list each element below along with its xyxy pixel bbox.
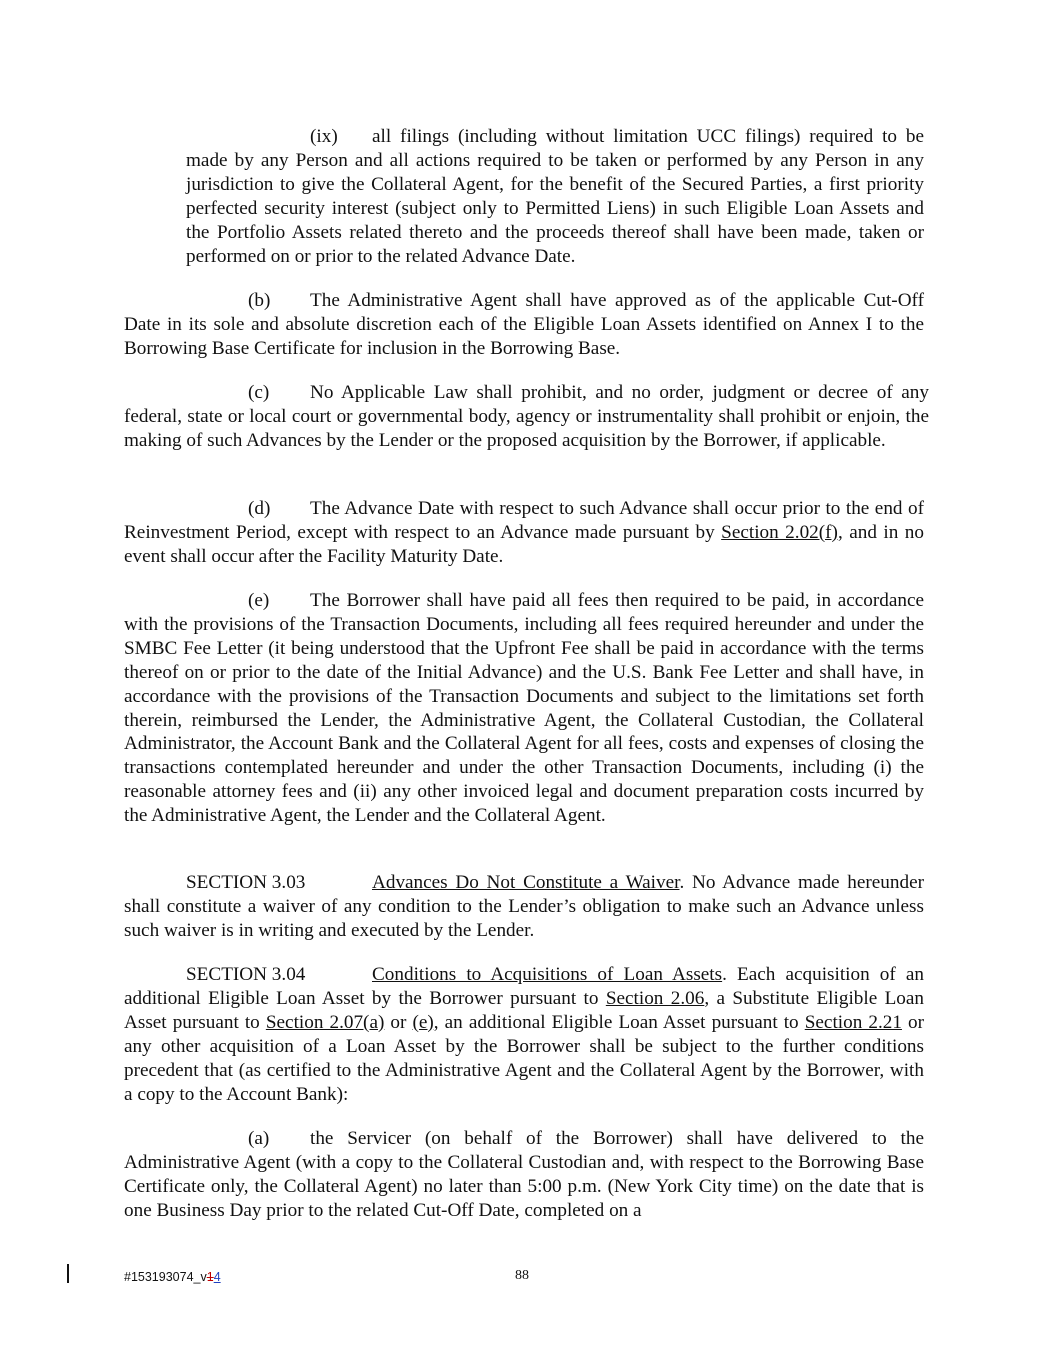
- section-3-03-text: . No Advance made hereunder shall constitute a waiver of any condition to the Lender’s obligation to make such an Advance unless such waiver is in writing and executed by the Lender.: [124, 872, 924, 941]
- section-2-06-reference: Section 2.06: [605, 987, 705, 1009]
- clause-c: [124, 381, 929, 453]
- clause-d-text-after: , and in no event shall occur after the Facility Maturity Date.: [124, 521, 924, 567]
- clause-d-text-before: The Advance Date with respect to such Advance shall occur prior to the end of Reinvestment Period, except with respect to an Advance made pursuant by: [124, 498, 924, 543]
- section-2-07e-reference: (e): [412, 1011, 434, 1033]
- section-2-21-reference: Section 2.21: [804, 1011, 902, 1033]
- section-3-04-text-5: or any other acquisition of a Loan Asset by the Borrower shall be subject to the further conditions precedent that (as certified to the Administrative Agent and the Collateral Agent by the Borrower, with a copy to the Account Bank):: [124, 1011, 924, 1105]
- section-3-04-text-1: . Each acquisition of an additional Eligible Loan Asset by the Borrower pursuant to: [124, 964, 924, 1009]
- deleted-version-number: 1: [206, 1270, 214, 1284]
- section-3-03-number: SECTION 3.03: [186, 872, 306, 893]
- clause-e: [124, 589, 924, 828]
- section-3-04-heading: Conditions to Acquisitions of Loan Assets: [372, 964, 723, 985]
- section-3-03-heading: Advances Do Not Constitute a Waiver: [372, 872, 680, 893]
- clause-b-label: (b): [248, 290, 271, 311]
- section-3-04-text-3: or: [384, 1011, 413, 1033]
- clause-e-label: (e): [248, 590, 270, 611]
- clause-d-label: (d): [248, 498, 271, 519]
- footer-document-id: [124, 1266, 221, 1290]
- page-number: 88: [515, 1268, 529, 1283]
- clause-c-text: No Applicable Law shall prohibit, and no order, judgment or decree of any federal, state or local court or governmental body, agency or instrumentality shall prohibit or enjoin, the making of such Advances by the Lender or the proposed acquisition by the Borrower, if applicable.: [124, 382, 929, 451]
- section-3-04-number: SECTION 3.04: [186, 964, 306, 985]
- clause-ix-label: (ix): [310, 126, 338, 147]
- section-3-04-text-4: , an additional Eligible Loan Asset pursuant to: [433, 1011, 805, 1033]
- clause-a-text: the Servicer (on behalf of the Borrower) shall have delivered to the Administrative Agent (with a copy to the Collateral Custodian and, with respect to the Borrowing Base Certificate only, the Collateral Agent) no later than 5:00 p.m. (New York City time) on the date that is one Business Day prior to the related Cut-Off Date, completed on a: [124, 1128, 924, 1221]
- revision-change-bar: [67, 1264, 69, 1283]
- clause-a: [124, 1127, 924, 1223]
- document-id-prefix: #153193074_v: [124, 1270, 207, 1284]
- inserted-version-number: 4: [213, 1270, 221, 1284]
- clause-b-text: The Administrative Agent shall have approved as of the applicable Cut-Off Date in its sole and absolute discretion each of the Eligible Loan Assets identified on Annex I to the Borrowing Base Certificate for inclusion in the Borrowing Base.: [124, 290, 924, 359]
- section-2-07a-reference: Section 2.07(a): [265, 1011, 385, 1033]
- clause-ix-text: all filings (including without limitation UCC filings) required to be made by any Person and all actions required to be taken or performed by any Person in any jurisdiction to give the Collateral Agent, for the benefit of the Secured Parties, a first priority perfected security interest (subject only to Permitted Liens) in such Eligible Loan Assets and the Portfolio Assets related thereto and the proceeds thereof shall have been made, taken or performed on or prior to the related Advance Date.: [186, 126, 924, 267]
- section-3-04-text-2: , a Substitute Eligible Loan Asset pursuant to: [124, 987, 924, 1033]
- clause-b: [124, 289, 924, 361]
- section-2-02f-reference: Section 2.02(f): [721, 521, 838, 543]
- section-3-04: [124, 963, 924, 1106]
- clause-e-text: The Borrower shall have paid all fees then required to be paid, in accordance with the provisions of the Transaction Documents, including all fees required hereunder and under the SMBC Fee Letter (it being understood that the Upfront Fee shall be paid in accordance with the terms thereof on or prior to the date of the Initial Advance) and the U.S. Bank Fee Letter and shall have, in accordance with the provisions of the Transaction Documents and subject to the limitations set forth therein, reimbursed the Lender, the Administrative Agent, the Collateral Custodian, the Collateral Administrator, the Account Bank and the Collateral Agent for all fees, costs and expenses of closing the transactions contemplated hereunder and under the other Transaction Documents, including (i) the reasonable attorney fees and (ii) any other invoiced legal and document preparation costs incurred by the Administrative Agent, the Lender and the Collateral Agent.: [124, 590, 924, 827]
- clause-ix: [186, 125, 924, 268]
- clause-a-label: (a): [248, 1128, 270, 1149]
- clause-d: [124, 497, 924, 569]
- clause-c-label: (c): [248, 382, 270, 403]
- section-3-03: [124, 871, 924, 943]
